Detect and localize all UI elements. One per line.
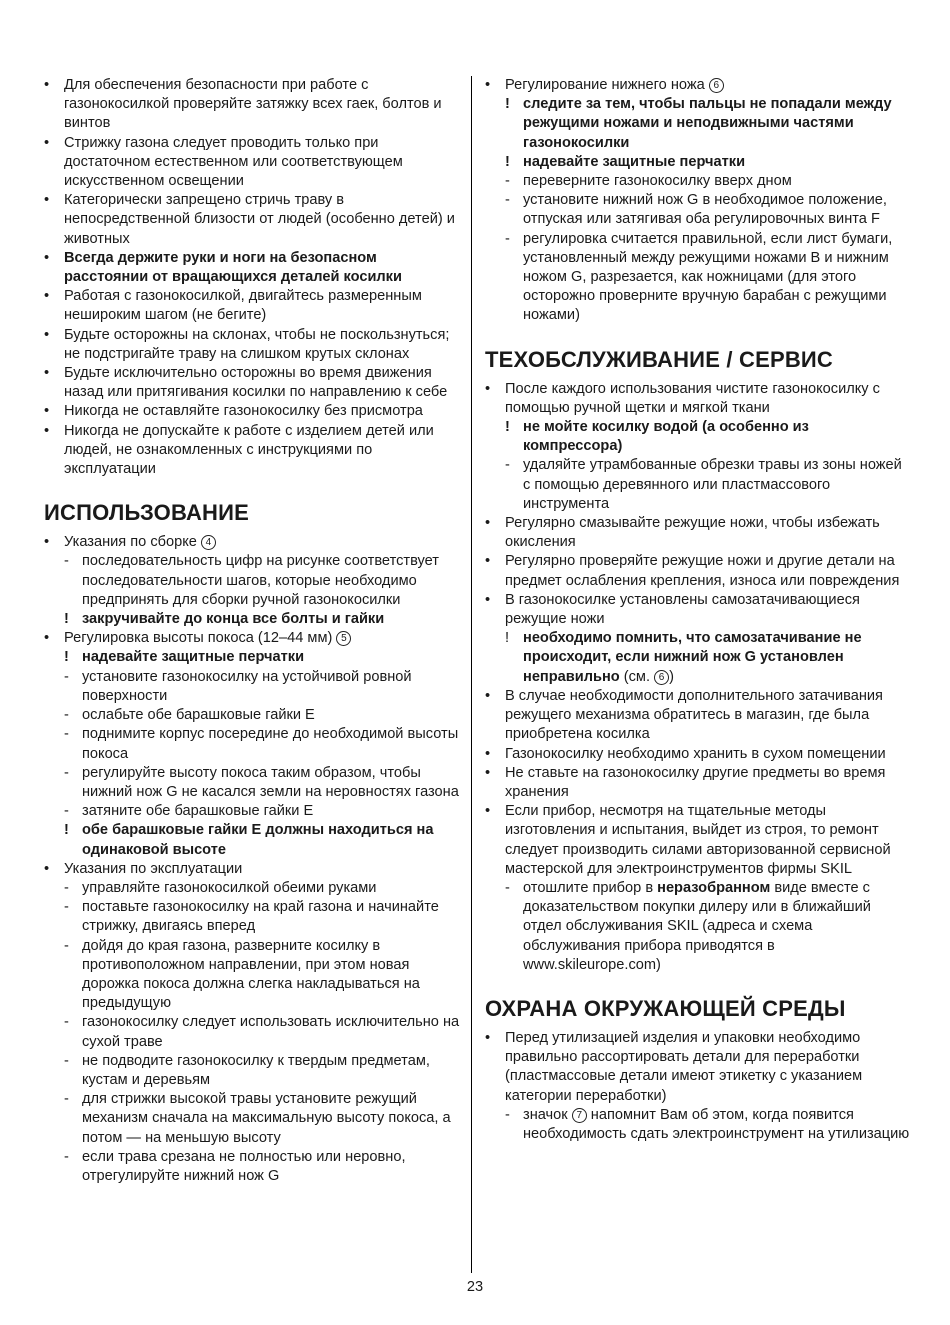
item-text: затяните обе барашковые гайки E <box>82 803 314 820</box>
item-text: Если прибор, несмотря на тщательные методы изготовления и испытания, выйдет из строя, то ремонт следует производить силами авторизованной сервисной мастерской для электроинструментов фирмы SKIL <box>505 803 891 877</box>
list-marker: • <box>44 326 50 343</box>
list-marker: - <box>505 173 510 190</box>
list-marker: - <box>64 879 69 896</box>
item-text: установите нижний нож G в необходимое положение, отпуская или затягивая оба регулировочных винта F <box>523 192 887 228</box>
item-text: поставьте газонокосилку на край газона и начинайте стрижку, двигаясь вперед <box>82 899 439 935</box>
list-marker: • <box>485 1029 491 1046</box>
sub-item <box>44 668 464 706</box>
item-text: закручивайте до конца все болты и гайки <box>82 611 385 628</box>
list-marker: • <box>485 380 491 397</box>
sub-item <box>44 1090 464 1148</box>
figure-ref-icon: 6 <box>709 78 724 93</box>
list-marker: - <box>505 230 510 247</box>
item-text: удаляйте утрамбованные обрезки травы из зоны ножей с помощью деревянного или пластмассового инструмента <box>523 457 902 512</box>
sub-item <box>485 230 910 326</box>
warning-item <box>485 629 910 687</box>
bullet-item <box>485 764 910 802</box>
item-text: следите за тем, чтобы пальцы не попадали между режущими ножами и неподвижными частями газонокосилки <box>523 96 892 151</box>
item-text: установите газонокосилку на устойчивой ровной поверхности <box>82 668 412 704</box>
bullet-item <box>485 380 910 418</box>
figure-ref-icon: 6 <box>654 670 669 685</box>
bullet-item <box>44 287 464 325</box>
list-marker: - <box>64 764 69 781</box>
sub-item <box>44 802 464 821</box>
left-column <box>44 76 464 1186</box>
bullet-item <box>44 249 464 287</box>
list-marker: - <box>64 553 69 570</box>
list-marker: - <box>64 707 69 724</box>
item-text: Регулирование нижнего ножа <box>505 77 709 93</box>
bullet-item <box>485 687 910 745</box>
item-text: В случае необходимости дополнительного затачивания режущего механизма обратитесь в магазин, где была приобретена косилка <box>505 687 883 743</box>
sub-item <box>44 879 464 898</box>
list-marker: ! <box>64 649 69 666</box>
item-text: Газонокосилку необходимо хранить в сухом помещении <box>505 745 886 762</box>
bullet-item <box>44 326 464 364</box>
list-marker: - <box>505 192 510 209</box>
item-text: не мойте косилку водой (а особенно из компрессора) <box>523 419 809 455</box>
item-text: Всегда держите руки и ноги на безопасном расстоянии от вращающихся деталей косилки <box>64 249 402 286</box>
list-marker: • <box>44 134 50 151</box>
warning-item <box>485 153 910 172</box>
sub-item <box>44 725 464 763</box>
item-text: напомнит Вам об этом, когда появится необходимость сдать электроинструмент на утилизацию <box>523 1106 910 1142</box>
bullet-item <box>485 745 910 764</box>
right-column <box>485 76 910 1144</box>
list-marker: - <box>64 899 69 916</box>
item-text: Указания по сборке <box>64 534 201 551</box>
list-marker: • <box>44 365 50 382</box>
list-marker: - <box>64 1091 69 1108</box>
sub-item <box>44 1052 464 1090</box>
list-marker: • <box>485 687 491 704</box>
bullet-item <box>485 76 910 95</box>
list-marker: - <box>64 1052 69 1069</box>
bullet-item <box>485 802 910 879</box>
list-marker: ! <box>505 630 510 647</box>
list-marker: • <box>485 553 491 570</box>
item-text: ) <box>669 668 674 685</box>
item-text: Стрижку газона следует проводить только при достаточном естественном или соответствующем искусственном освещении <box>64 134 403 190</box>
bullet-item <box>44 364 464 402</box>
item-text: если трава срезана не полностью или неровно, отрегулируйте нижний нож G <box>82 1148 406 1184</box>
item-text: виде вместе с доказательством покупки дилеру или в ближайший отдел обслуживания SKIL (адреса и схема обслуживания прибора приводятся в www.skileurope.com) <box>523 879 871 973</box>
item-text: значок <box>523 1106 572 1123</box>
item-text: дойдя до края газона, разверните косилку в противоположном направлении, при этом новая дорожка покоса должна слегка накладываться на предыдущую <box>82 937 420 1012</box>
item-text: Для обеспечения безопасности при работе с газонокосилкой проверяйте затяжку всех гаек, болтов и винтов <box>64 77 442 132</box>
sub-item <box>485 456 910 514</box>
item-text: Никогда не допускайте к работе с изделием детей или людей, не ознакомленных с инструкциями по эксплуатации <box>64 422 434 478</box>
list-marker: • <box>44 249 50 266</box>
bullet-item <box>44 533 464 552</box>
list-marker: • <box>44 403 50 420</box>
warning-item <box>44 648 464 667</box>
list-marker: • <box>44 630 50 647</box>
item-text: надевайте защитные перчатки <box>82 649 305 666</box>
item-text: переверните газонокосилку вверх дном <box>523 173 792 190</box>
item-text: управляйте газонокосилкой обеими руками <box>82 879 377 896</box>
list-marker: - <box>64 803 69 820</box>
list-marker: • <box>44 77 50 93</box>
page-number: 23 <box>466 1279 484 1295</box>
list-marker: - <box>505 457 510 474</box>
item-text: Будьте осторожны на склонах, чтобы не поскользнуться; не подстригайте траву на слишком крутых склонах <box>64 326 450 362</box>
bullet-item <box>44 191 464 249</box>
item-text: (см. <box>619 668 655 685</box>
figure-ref-icon: 4 <box>201 535 216 550</box>
column-divider <box>471 76 472 1273</box>
list-marker: - <box>64 937 69 954</box>
warning-item <box>485 95 910 153</box>
sub-item <box>485 1106 910 1144</box>
item-text: поднимите корпус посередине до необходимой высоты покоса <box>82 726 459 762</box>
bullet-item <box>44 422 464 480</box>
item-text: Регулярно смазывайте режущие ножи, чтобы избежать окисления <box>505 515 880 551</box>
sub-item <box>44 552 464 610</box>
list-marker: - <box>505 879 510 896</box>
bullet-item <box>44 402 464 421</box>
item-text: обе барашковые гайки E должны находиться на одинаковой высоте <box>82 822 434 858</box>
list-marker: - <box>64 1014 69 1031</box>
sub-item <box>485 879 910 975</box>
item-text: Перед утилизацией изделия и упаковки необходимо правильно рассортировать детали для переработки (пластмассовые детали имеют этикетку с указанием категории переработки) <box>505 1029 863 1104</box>
sub-item <box>44 1013 464 1051</box>
list-marker: - <box>64 1148 69 1165</box>
bullet-item <box>44 76 464 134</box>
item-text: неразобранном <box>657 879 771 896</box>
section-heading: ОХРАНА ОКРУЖАЮЩЕЙ СРЕДЫ <box>485 995 846 1021</box>
item-text: последовательность цифр на рисунке соответствует последовательности шагов, которые необходимо предпринять для сборки ручной газонокосилки <box>82 553 439 608</box>
warning-item <box>44 610 464 629</box>
list-marker: • <box>44 534 50 551</box>
list-marker: ! <box>64 822 69 839</box>
item-text: регулируйте высоту покоса таким образом, чтобы нижний нож G не касался земли на неровностях газона <box>82 764 459 800</box>
item-text: необходимо помнить, что самозатачивание не происходит, если нижний нож G установлен неправильно <box>523 630 862 685</box>
bullet-item <box>44 629 464 648</box>
item-text: ослабьте обе барашковые гайки E <box>82 707 315 724</box>
list-marker: ! <box>505 96 510 113</box>
list-marker: ! <box>505 153 510 170</box>
warning-item <box>44 821 464 859</box>
item-text: Регулярно проверяйте режущие ножи и другие детали на предмет ослабления крепления, износа или повреждения <box>505 553 900 589</box>
item-text: После каждого использования чистите газонокосилку с помощью ручной щетки и мягкой ткани <box>505 380 880 416</box>
list-marker: - <box>64 668 69 685</box>
item-text: Указания по эксплуатации <box>64 860 243 877</box>
list-marker: • <box>44 192 50 209</box>
list-marker: • <box>485 764 491 781</box>
figure-ref-icon: 5 <box>336 631 351 646</box>
list-marker: • <box>485 591 491 608</box>
bullet-item <box>485 552 910 590</box>
list-marker: • <box>44 422 50 439</box>
item-text: для стрижки высокой травы установите режущий механизм сначала на максимальную высоту покоса, а потом — на меньшую высоту <box>82 1091 451 1146</box>
list-marker: • <box>485 515 491 532</box>
bullet-item <box>44 134 464 192</box>
sub-item <box>44 898 464 936</box>
item-text: Работая с газонокосилкой, двигайтесь размеренным нешироким шагом (не бегите) <box>64 288 422 324</box>
item-text: надевайте защитные перчатки <box>523 153 746 170</box>
sub-item <box>485 191 910 229</box>
item-text: Не ставьте на газонокосилку другие предметы во время хранения <box>505 764 886 800</box>
bullet-item <box>44 860 464 879</box>
list-marker: ! <box>505 419 510 436</box>
item-text: не подводите газонокосилку к твердым предметам, кустам и деревьям <box>82 1052 430 1088</box>
item-text: отошлите прибор в <box>523 879 658 896</box>
list-marker: • <box>44 860 50 877</box>
warning-item <box>485 418 910 456</box>
list-marker: - <box>64 726 69 743</box>
list-marker: • <box>44 288 50 305</box>
section-heading: ТЕХОБСЛУЖИВАНИЕ / СЕРВИС <box>485 346 834 372</box>
sub-item <box>485 172 910 191</box>
item-text: Регулировка высоты покоса (12–44 мм) <box>64 630 337 647</box>
sub-item <box>44 764 464 802</box>
list-marker: • <box>485 803 491 820</box>
list-marker: • <box>485 745 491 762</box>
list-marker: - <box>505 1106 510 1123</box>
sub-item <box>44 706 464 725</box>
item-text: Категорически запрещено стричь траву в непосредственной близости от людей (особенно детей) и животных <box>64 192 455 247</box>
item-text: Будьте исключительно осторожны во время движения назад или притягивания косилки по направлению к себе <box>64 365 448 401</box>
sub-item <box>44 937 464 1014</box>
bullet-item <box>485 1029 910 1106</box>
figure-ref-icon: 7 <box>572 1108 587 1123</box>
item-text: В газонокосилке установлены самозатачивающиеся режущие ножи <box>505 591 860 628</box>
list-marker: ! <box>64 611 69 628</box>
bullet-item <box>485 514 910 552</box>
sub-item <box>44 1148 464 1186</box>
section-heading: ИСПОЛЬЗОВАНИЕ <box>44 500 250 526</box>
item-text: Никогда не оставляйте газонокосилку без присмотра <box>64 403 423 420</box>
bullet-item <box>485 591 910 629</box>
item-text: регулировка считается правильной, если лист бумаги, установленный между режущими ножами B и нижним ножом G, разрезается, как ножницами (для этого осторожно проверните вручную барабан с режущими ножами) <box>523 230 893 324</box>
item-text: газонокосилку следует использовать исключительно на сухой траве <box>82 1014 460 1050</box>
list-marker: • <box>485 77 491 93</box>
